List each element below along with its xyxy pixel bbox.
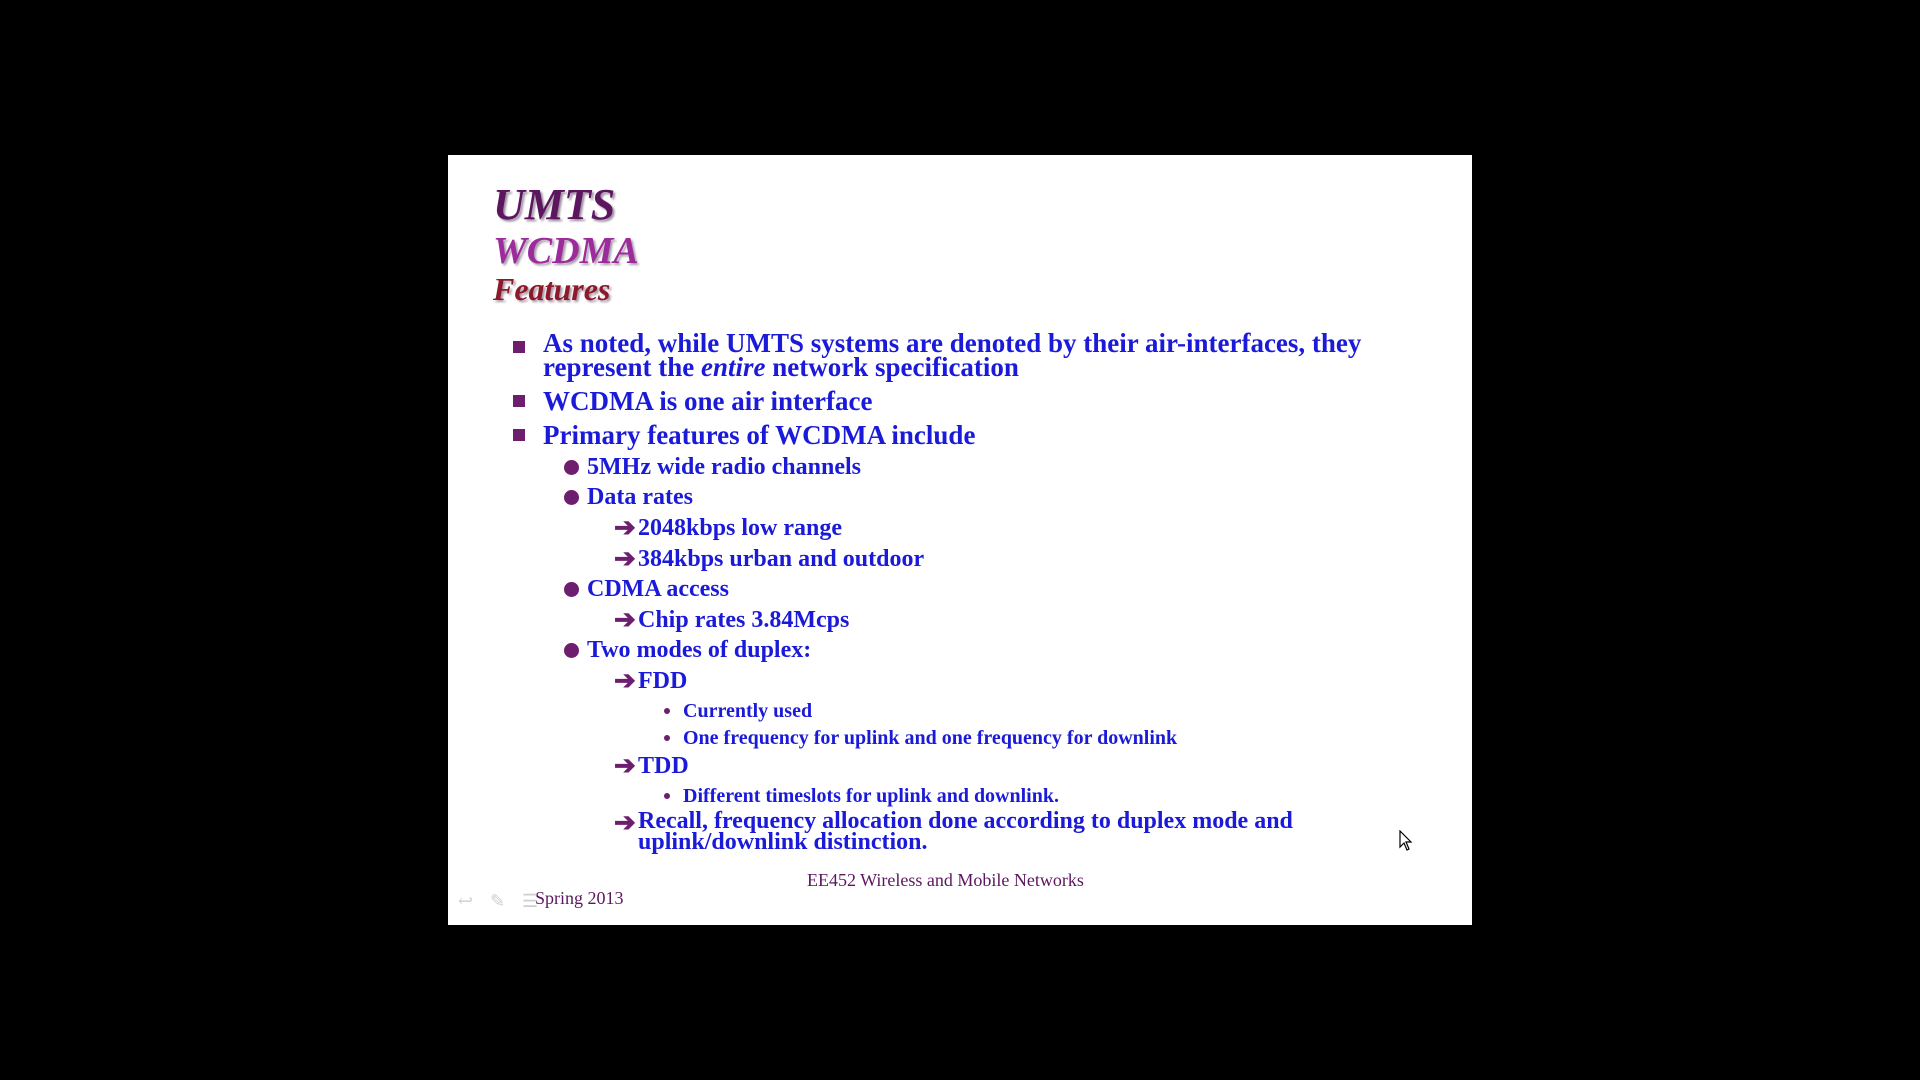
dot-bullet-icon bbox=[664, 735, 670, 741]
sub-sub-bullet-text: Chip rates 3.84Mcps bbox=[638, 607, 850, 633]
dot-bullet-icon bbox=[664, 793, 670, 799]
round-bullet-icon bbox=[564, 643, 579, 658]
level4-bullet-text: Different timeslots for uplink and downlink. bbox=[683, 785, 1059, 807]
level4-bullet-text: Currently used bbox=[683, 700, 813, 722]
sub-sub-bullet-text: 384kbps urban and outdoor bbox=[638, 546, 925, 572]
arrow-bullet-icon: ➔ bbox=[614, 605, 636, 634]
menu-icon[interactable]: ☰ bbox=[522, 891, 539, 911]
sub-sub-bullet-text: 2048kbps low range bbox=[638, 515, 843, 541]
round-bullet-icon bbox=[564, 490, 579, 505]
nav-back-icon[interactable]: ↩ bbox=[458, 891, 474, 911]
bullet-text: Primary features of WCDMA include bbox=[543, 420, 976, 450]
square-bullet-icon bbox=[513, 395, 525, 407]
slide-title-wcdma: WCDMA bbox=[493, 230, 639, 272]
pen-icon[interactable]: ✎ bbox=[490, 891, 506, 911]
sub-bullet-text: Two modes of duplex: bbox=[587, 637, 812, 663]
level4-bullet-text: One frequency for uplink and one frequency for downlink bbox=[683, 727, 1178, 749]
square-bullet-icon bbox=[513, 429, 525, 441]
arrow-bullet-icon: ➔ bbox=[614, 666, 636, 695]
sub-sub-bullet-text: Recall, frequency allocation done according to duplex mode and uplink/downlink distinction. bbox=[638, 808, 1293, 855]
sub-sub-bullet-text: FDD bbox=[638, 668, 688, 694]
sub-sub-bullet-text: TDD bbox=[638, 753, 689, 779]
mouse-cursor-icon bbox=[1399, 830, 1415, 852]
arrow-bullet-icon: ➔ bbox=[614, 544, 636, 573]
bullet-text: As noted, while UMTS systems are denoted by their air-interfaces, they represent the entire network specification bbox=[543, 328, 1362, 382]
arrow-bullet-icon: ➔ bbox=[614, 513, 636, 542]
footer-term: Spring 2013 bbox=[535, 888, 624, 908]
sub-bullet-text: CDMA access bbox=[587, 576, 729, 602]
dot-bullet-icon bbox=[664, 708, 670, 714]
arrow-bullet-icon: ➔ bbox=[614, 751, 636, 780]
round-bullet-icon bbox=[564, 582, 579, 597]
arrow-bullet-icon: ➔ bbox=[614, 808, 636, 837]
slide-title-features: Features bbox=[493, 271, 611, 307]
slide-title-umts: UMTS bbox=[493, 180, 616, 229]
round-bullet-icon bbox=[564, 460, 579, 475]
sub-bullet-text: Data rates bbox=[587, 484, 693, 510]
sub-bullet-text: 5MHz wide radio channels bbox=[587, 454, 861, 480]
footer-course: EE452 Wireless and Mobile Networks bbox=[807, 870, 1084, 890]
slide bbox=[448, 155, 1472, 925]
square-bullet-icon bbox=[513, 341, 525, 353]
bullet-text: WCDMA is one air interface bbox=[543, 386, 873, 416]
